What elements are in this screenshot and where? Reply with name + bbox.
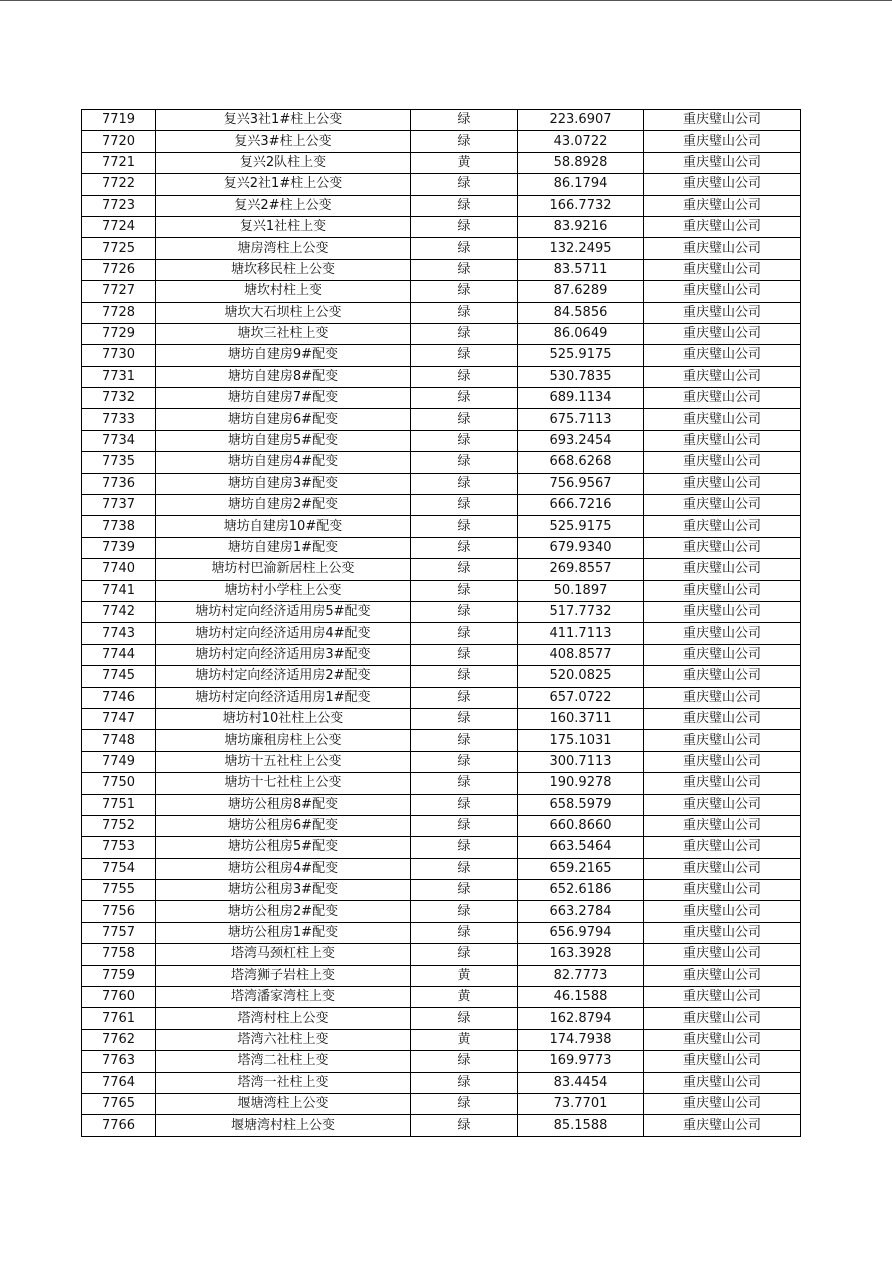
value-cell: 162.8794 [518,1008,644,1029]
company-cell: 重庆璧山公司 [644,730,801,751]
row-number-cell: 7720 [82,131,156,152]
status-color-cell: 绿 [411,452,518,473]
row-number-cell: 7733 [82,409,156,430]
status-color-cell: 绿 [411,1115,518,1136]
value-cell: 83.9216 [518,216,644,237]
company-cell: 重庆璧山公司 [644,708,801,729]
status-color-cell: 绿 [411,238,518,259]
value-cell: 73.7701 [518,1093,644,1114]
row-number-cell: 7752 [82,815,156,836]
row-number-cell: 7748 [82,730,156,751]
company-cell: 重庆璧山公司 [644,623,801,644]
value-cell: 223.6907 [518,110,644,131]
value-cell: 520.0825 [518,666,644,687]
table-row [82,366,801,387]
company-cell: 重庆璧山公司 [644,366,801,387]
table-row [82,559,801,580]
table-row [82,238,801,259]
table-row [82,1051,801,1072]
value-cell: 658.5979 [518,794,644,815]
company-cell: 重庆璧山公司 [644,238,801,259]
row-number-cell: 7754 [82,858,156,879]
company-cell: 重庆璧山公司 [644,1051,801,1072]
value-cell: 659.2165 [518,858,644,879]
status-color-cell: 绿 [411,773,518,794]
transformer-name-cell: 塘坊自建房10#配变 [156,516,411,537]
row-number-cell: 7738 [82,516,156,537]
status-color-cell: 绿 [411,430,518,451]
value-cell: 530.7835 [518,366,644,387]
company-cell: 重庆璧山公司 [644,195,801,216]
row-number-cell: 7761 [82,1008,156,1029]
status-color-cell: 绿 [411,623,518,644]
transformer-name-cell: 塘坊村定向经济适用房1#配变 [156,687,411,708]
transformer-name-cell: 塘坊村巴渝新居柱上公变 [156,559,411,580]
status-color-cell: 绿 [411,1051,518,1072]
status-color-cell: 绿 [411,601,518,622]
transformer-name-cell: 复兴2#柱上公变 [156,195,411,216]
value-cell: 693.2454 [518,430,644,451]
company-cell: 重庆璧山公司 [644,537,801,558]
value-cell: 86.1794 [518,174,644,195]
status-color-cell: 绿 [411,858,518,879]
transformer-name-cell: 塘坊公租房6#配变 [156,815,411,836]
table-row [82,537,801,558]
transformer-name-cell: 塘房湾柱上公变 [156,238,411,259]
value-cell: 663.2784 [518,901,644,922]
company-cell: 重庆璧山公司 [644,666,801,687]
value-cell: 43.0722 [518,131,644,152]
value-cell: 657.0722 [518,687,644,708]
row-number-cell: 7736 [82,473,156,494]
transformer-name-cell: 塘坊公租房3#配变 [156,880,411,901]
status-color-cell: 绿 [411,110,518,131]
company-cell: 重庆璧山公司 [644,858,801,879]
table-row [82,1093,801,1114]
transformer-name-cell: 塘坊自建房9#配变 [156,345,411,366]
transformer-name-cell: 塘坊自建房7#配变 [156,388,411,409]
company-cell: 重庆璧山公司 [644,644,801,665]
company-cell: 重庆璧山公司 [644,281,801,302]
transformer-name-cell: 塔湾一社柱上变 [156,1072,411,1093]
table-row [82,174,801,195]
transformer-name-cell: 塘坎大石坝柱上公变 [156,302,411,323]
transformer-name-cell: 塘坊村定向经济适用房4#配变 [156,623,411,644]
status-color-cell: 黄 [411,987,518,1008]
company-cell: 重庆璧山公司 [644,473,801,494]
row-number-cell: 7728 [82,302,156,323]
company-cell: 重庆璧山公司 [644,452,801,473]
table-row [82,708,801,729]
value-cell: 169.9773 [518,1051,644,1072]
table-row [82,388,801,409]
value-cell: 666.7216 [518,495,644,516]
company-cell: 重庆璧山公司 [644,1008,801,1029]
value-cell: 160.3711 [518,708,644,729]
status-color-cell: 绿 [411,815,518,836]
table-row [82,131,801,152]
table-row [82,110,801,131]
status-color-cell: 绿 [411,901,518,922]
transformer-name-cell: 塔湾潘家湾柱上变 [156,987,411,1008]
status-color-cell: 绿 [411,580,518,601]
table-row [82,687,801,708]
company-cell: 重庆璧山公司 [644,409,801,430]
status-color-cell: 绿 [411,730,518,751]
value-cell: 411.7113 [518,623,644,644]
status-color-cell: 绿 [411,388,518,409]
table-row [82,1029,801,1050]
company-cell: 重庆璧山公司 [644,794,801,815]
status-color-cell: 绿 [411,495,518,516]
value-cell: 132.2495 [518,238,644,259]
status-color-cell: 绿 [411,516,518,537]
value-cell: 652.6186 [518,880,644,901]
transformer-name-cell: 塔湾六社柱上变 [156,1029,411,1050]
value-cell: 300.7113 [518,751,644,772]
company-cell: 重庆璧山公司 [644,323,801,344]
table-row [82,880,801,901]
table-row [82,751,801,772]
value-cell: 525.9175 [518,345,644,366]
transformer-table [81,109,801,1137]
status-color-cell: 绿 [411,323,518,344]
row-number-cell: 7757 [82,922,156,943]
company-cell: 重庆璧山公司 [644,345,801,366]
transformer-name-cell: 塘坊公租房8#配变 [156,794,411,815]
value-cell: 58.8928 [518,152,644,173]
status-color-cell: 绿 [411,131,518,152]
transformer-name-cell: 塘坎三社柱上变 [156,323,411,344]
transformer-name-cell: 塔湾村柱上公变 [156,1008,411,1029]
value-cell: 84.5856 [518,302,644,323]
value-cell: 668.6268 [518,452,644,473]
status-color-cell: 绿 [411,708,518,729]
table-row [82,452,801,473]
company-cell: 重庆璧山公司 [644,687,801,708]
transformer-name-cell: 塘坊自建房8#配变 [156,366,411,387]
row-number-cell: 7742 [82,601,156,622]
row-number-cell: 7763 [82,1051,156,1072]
row-number-cell: 7724 [82,216,156,237]
value-cell: 46.1588 [518,987,644,1008]
row-number-cell: 7727 [82,281,156,302]
status-color-cell: 黄 [411,152,518,173]
transformer-name-cell: 塘坊村10社柱上公变 [156,708,411,729]
company-cell: 重庆璧山公司 [644,152,801,173]
status-color-cell: 绿 [411,666,518,687]
row-number-cell: 7743 [82,623,156,644]
company-cell: 重庆璧山公司 [644,987,801,1008]
row-number-cell: 7756 [82,901,156,922]
value-cell: 166.7732 [518,195,644,216]
table-row [82,216,801,237]
table-row [82,473,801,494]
value-cell: 660.8660 [518,815,644,836]
row-number-cell: 7760 [82,987,156,1008]
transformer-name-cell: 复兴2社1#柱上公变 [156,174,411,195]
transformer-name-cell: 塘坎移民柱上公变 [156,259,411,280]
table-row [82,281,801,302]
company-cell: 重庆璧山公司 [644,815,801,836]
row-number-cell: 7737 [82,495,156,516]
row-number-cell: 7739 [82,537,156,558]
company-cell: 重庆璧山公司 [644,922,801,943]
transformer-name-cell: 塘坎村柱上变 [156,281,411,302]
row-number-cell: 7744 [82,644,156,665]
value-cell: 82.7773 [518,965,644,986]
status-color-cell: 绿 [411,345,518,366]
company-cell: 重庆璧山公司 [644,837,801,858]
company-cell: 重庆璧山公司 [644,216,801,237]
transformer-name-cell: 塔湾狮子岩柱上变 [156,965,411,986]
company-cell: 重庆璧山公司 [644,516,801,537]
company-cell: 重庆璧山公司 [644,751,801,772]
table-row [82,409,801,430]
status-color-cell: 绿 [411,687,518,708]
value-cell: 656.9794 [518,922,644,943]
row-number-cell: 7750 [82,773,156,794]
table-row [82,944,801,965]
table-row [82,259,801,280]
status-color-cell: 绿 [411,537,518,558]
company-cell: 重庆璧山公司 [644,1093,801,1114]
row-number-cell: 7723 [82,195,156,216]
status-color-cell: 绿 [411,473,518,494]
table-row [82,815,801,836]
table-row [82,837,801,858]
row-number-cell: 7740 [82,559,156,580]
status-color-cell: 绿 [411,409,518,430]
value-cell: 517.7732 [518,601,644,622]
table-row [82,495,801,516]
status-color-cell: 绿 [411,751,518,772]
transformer-name-cell: 塘坊公租房5#配变 [156,837,411,858]
company-cell: 重庆璧山公司 [644,1115,801,1136]
value-cell: 525.9175 [518,516,644,537]
company-cell: 重庆璧山公司 [644,1072,801,1093]
value-cell: 679.9340 [518,537,644,558]
status-color-cell: 黄 [411,965,518,986]
row-number-cell: 7722 [82,174,156,195]
table-row [82,302,801,323]
value-cell: 83.4454 [518,1072,644,1093]
status-color-cell: 绿 [411,1072,518,1093]
transformer-name-cell: 塘坊十七社柱上公变 [156,773,411,794]
table-row [82,965,801,986]
transformer-name-cell: 复兴1社柱上变 [156,216,411,237]
value-cell: 85.1588 [518,1115,644,1136]
status-color-cell: 绿 [411,302,518,323]
table-row [82,1115,801,1136]
table-row [82,922,801,943]
transformer-name-cell: 塘坊廉租房柱上公变 [156,730,411,751]
transformer-name-cell: 塘坊自建房5#配变 [156,430,411,451]
transformer-name-cell: 堰塘湾村柱上公变 [156,1115,411,1136]
row-number-cell: 7755 [82,880,156,901]
table-row [82,987,801,1008]
table-row [82,858,801,879]
table-row [82,345,801,366]
company-cell: 重庆璧山公司 [644,580,801,601]
row-number-cell: 7729 [82,323,156,344]
transformer-name-cell: 复兴2队柱上变 [156,152,411,173]
value-cell: 83.5711 [518,259,644,280]
transformer-name-cell: 塔湾二社柱上变 [156,1051,411,1072]
status-color-cell: 绿 [411,794,518,815]
value-cell: 190.9278 [518,773,644,794]
status-color-cell: 黄 [411,1029,518,1050]
value-cell: 174.7938 [518,1029,644,1050]
company-cell: 重庆璧山公司 [644,174,801,195]
table-row [82,794,801,815]
table-row [82,1072,801,1093]
status-color-cell: 绿 [411,195,518,216]
value-cell: 689.1134 [518,388,644,409]
row-number-cell: 7735 [82,452,156,473]
table-row [82,580,801,601]
status-color-cell: 绿 [411,259,518,280]
row-number-cell: 7721 [82,152,156,173]
status-color-cell: 绿 [411,837,518,858]
value-cell: 269.8557 [518,559,644,580]
row-number-cell: 7746 [82,687,156,708]
status-color-cell: 绿 [411,922,518,943]
row-number-cell: 7731 [82,366,156,387]
value-cell: 675.7113 [518,409,644,430]
row-number-cell: 7741 [82,580,156,601]
value-cell: 663.5464 [518,837,644,858]
transformer-name-cell: 塘坊公租房4#配变 [156,858,411,879]
row-number-cell: 7751 [82,794,156,815]
value-cell: 87.6289 [518,281,644,302]
status-color-cell: 绿 [411,944,518,965]
row-number-cell: 7726 [82,259,156,280]
transformer-name-cell: 塘坊村小学柱上公变 [156,580,411,601]
transformer-name-cell: 塘坊公租房2#配变 [156,901,411,922]
transformer-name-cell: 塘坊自建房3#配变 [156,473,411,494]
company-cell: 重庆璧山公司 [644,388,801,409]
row-number-cell: 7719 [82,110,156,131]
row-number-cell: 7759 [82,965,156,986]
row-number-cell: 7762 [82,1029,156,1050]
table-body [82,110,801,1137]
value-cell: 175.1031 [518,730,644,751]
status-color-cell: 绿 [411,216,518,237]
transformer-name-cell: 堰塘湾柱上公变 [156,1093,411,1114]
transformer-name-cell: 复兴3#柱上公变 [156,131,411,152]
transformer-name-cell: 塘坊自建房1#配变 [156,537,411,558]
row-number-cell: 7734 [82,430,156,451]
row-number-cell: 7730 [82,345,156,366]
row-number-cell: 7745 [82,666,156,687]
table-row [82,152,801,173]
transformer-name-cell: 塘坊自建房4#配变 [156,452,411,473]
row-number-cell: 7758 [82,944,156,965]
transformer-name-cell: 塘坊十五社柱上公变 [156,751,411,772]
company-cell: 重庆璧山公司 [644,944,801,965]
table-row [82,516,801,537]
company-cell: 重庆璧山公司 [644,559,801,580]
row-number-cell: 7749 [82,751,156,772]
status-color-cell: 绿 [411,1093,518,1114]
status-color-cell: 绿 [411,366,518,387]
company-cell: 重庆璧山公司 [644,601,801,622]
table-row [82,1008,801,1029]
table-row [82,195,801,216]
value-cell: 50.1897 [518,580,644,601]
table-row [82,601,801,622]
status-color-cell: 绿 [411,281,518,302]
row-number-cell: 7753 [82,837,156,858]
status-color-cell: 绿 [411,559,518,580]
company-cell: 重庆璧山公司 [644,965,801,986]
transformer-name-cell: 塘坊村定向经济适用房3#配变 [156,644,411,665]
transformer-name-cell: 塘坊村定向经济适用房5#配变 [156,601,411,622]
company-cell: 重庆璧山公司 [644,430,801,451]
transformer-name-cell: 塘坊自建房2#配变 [156,495,411,516]
table-row [82,644,801,665]
status-color-cell: 绿 [411,1008,518,1029]
table-row [82,430,801,451]
company-cell: 重庆璧山公司 [644,901,801,922]
table-row [82,773,801,794]
table-row [82,323,801,344]
company-cell: 重庆璧山公司 [644,1029,801,1050]
row-number-cell: 7725 [82,238,156,259]
company-cell: 重庆璧山公司 [644,110,801,131]
transformer-name-cell: 塔湾马颈杠柱上变 [156,944,411,965]
row-number-cell: 7764 [82,1072,156,1093]
value-cell: 163.3928 [518,944,644,965]
company-cell: 重庆璧山公司 [644,259,801,280]
transformer-name-cell: 复兴3社1#柱上公变 [156,110,411,131]
status-color-cell: 绿 [411,644,518,665]
transformer-name-cell: 塘坊村定向经济适用房2#配变 [156,666,411,687]
transformer-name-cell: 塘坊自建房6#配变 [156,409,411,430]
company-cell: 重庆璧山公司 [644,773,801,794]
company-cell: 重庆璧山公司 [644,880,801,901]
value-cell: 86.0649 [518,323,644,344]
row-number-cell: 7732 [82,388,156,409]
table-row [82,623,801,644]
table-row [82,901,801,922]
table-row [82,666,801,687]
company-cell: 重庆璧山公司 [644,131,801,152]
status-color-cell: 绿 [411,174,518,195]
value-cell: 408.8577 [518,644,644,665]
row-number-cell: 7766 [82,1115,156,1136]
transformer-name-cell: 塘坊公租房1#配变 [156,922,411,943]
row-number-cell: 7747 [82,708,156,729]
company-cell: 重庆璧山公司 [644,302,801,323]
row-number-cell: 7765 [82,1093,156,1114]
company-cell: 重庆璧山公司 [644,495,801,516]
status-color-cell: 绿 [411,880,518,901]
table-row [82,730,801,751]
value-cell: 756.9567 [518,473,644,494]
